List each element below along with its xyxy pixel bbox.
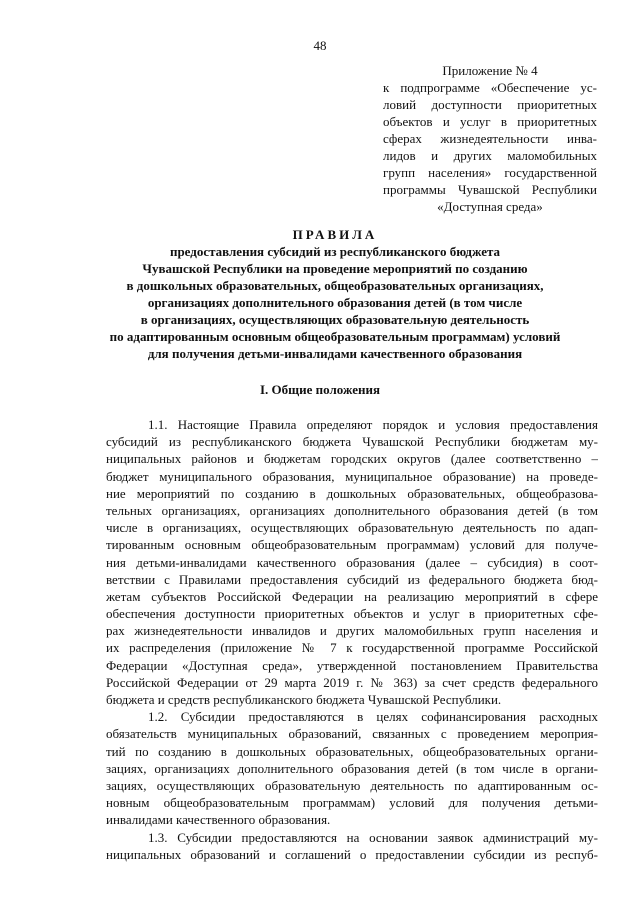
appendix-header	[383, 62, 597, 215]
paragraph-line: ния детьми-инвалидами качественного образования (далее – субсидия) в соот-	[106, 554, 598, 570]
paragraph-line: числе в организациях, осуществляющих образовательную деятельность по адап-	[106, 520, 598, 536]
paragraph-line: их распределения (приложение № 7 к государственной программе Российской	[106, 640, 598, 656]
appendix-line: «Доступная среда»	[437, 199, 543, 214]
appendix-line: ловий доступности приоритетных	[383, 97, 597, 112]
appendix-line: лидов и других маломобильных	[383, 148, 597, 163]
paragraph-line: 1.2. Субсидии предоставляются в целях софинансирования расходных	[148, 709, 598, 725]
paragraph-line: жетам субъектов Российской Федерации на реализацию мероприятий в сфере	[106, 588, 598, 604]
paragraph-line: 1.3. Субсидии предоставляются на основании заявок администраций му-	[148, 829, 598, 845]
document-subtitle-line: организациях дополнительного образования детей (в том числе	[147, 295, 523, 310]
paragraph-line: ветствии с Правилами предоставления субсидий из федерального бюджета бюд-	[106, 571, 598, 587]
paragraph-line: тельных организациях, организациях дополнительного образования детей (в том	[106, 502, 598, 518]
document-subtitle-line: Чувашской Республики на проведение мероприятий по созданию	[142, 261, 528, 276]
appendix-line: к подпрограмме «Обеспечение ус-	[383, 80, 597, 95]
paragraph-line: тий по созданию в дошкольных образовательных, общеобразовательных органи-	[106, 743, 598, 759]
paragraph-line: бюджет муниципального образования, муниципальное образование) на проведе-	[106, 468, 598, 484]
appendix-line: сферах жизнедеятельности инва-	[383, 131, 597, 146]
appendix-title: Приложение № 4	[442, 63, 538, 78]
paragraph-line: субсидий из республиканского бюджета Чувашской Республики бюджетам му-	[106, 434, 598, 450]
document-subtitle-line: для получения детьми-инвалидами качественного образования	[147, 346, 523, 361]
paragraph-line: зациях, организациях дополнительного образования детей (в том числе в органи-	[106, 760, 598, 776]
section-heading: I. Общие положения	[260, 382, 380, 397]
document-subtitle-line: в организациях, осуществляющих образовательную деятельность	[140, 312, 530, 327]
page-number: 48	[313, 38, 327, 53]
paragraph-line: Российской Федерации от 29 марта 2019 г. № 363) за счет средств федерального	[106, 674, 598, 690]
document-title	[60, 226, 610, 362]
paragraph-line: ниципальных образований и соглашений о предоставлении субсидии из респуб-	[106, 846, 598, 862]
document-subtitle-line: предоставления субсидий из республиканского бюджета	[169, 244, 501, 259]
paragraph-line: обеспечения доступности приоритетных объектов и услуг в приоритетных сфе-	[106, 606, 598, 622]
document-subtitle-line: в дошкольных образовательных, общеобразовательных организациях,	[126, 278, 544, 293]
paragraph-line: ние мероприятий по созданию в дошкольных образовательных, общеобразова-	[106, 485, 598, 501]
paragraph-line: Федерации «Доступная среда», утвержденной постановлением Правительства	[106, 657, 598, 673]
paragraph-line: ниципальных районов и бюджетам городских округов (далее соответственно –	[106, 451, 598, 467]
paragraph-line: тированным основным общеобразовательным программам) условий для получе-	[106, 537, 598, 553]
paragraph-line: бюджета и средств республиканского бюджета Чувашской Республики.	[106, 692, 502, 707]
paragraph-line: рах жизнедеятельности инвалидов и других маломобильных групп населения и	[106, 623, 598, 639]
document-main-title: ПРАВИЛА	[292, 227, 378, 242]
document-body	[106, 416, 598, 863]
paragraph-line: 1.1. Настоящие Правила определяют порядок и условия предоставления	[148, 417, 598, 432]
appendix-line: групп населения» государственной	[383, 165, 597, 180]
paragraph-line: инвалидами качественного образования.	[106, 812, 331, 828]
paragraph-line: зациях, осуществляющих образовательную деятельность по адаптированным ос-	[106, 777, 598, 793]
appendix-line: объектов и услуг в приоритетных	[383, 114, 597, 129]
document-subtitle-line: по адаптированным основным общеобразовательным программам) условий	[109, 329, 561, 344]
paragraph-line: обязательств муниципальных образований, связанных с проведением мероприя-	[106, 726, 598, 742]
paragraph-line: новным общеобразовательным программам) условий для получения детьми-	[106, 795, 598, 811]
appendix-line: программы Чувашской Республики	[383, 182, 597, 197]
